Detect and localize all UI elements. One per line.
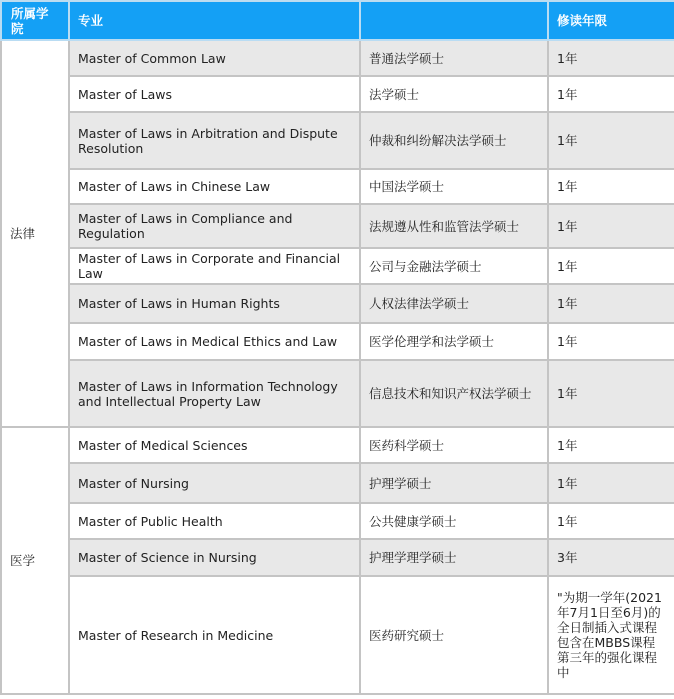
college-medicine: 医学 — [1, 427, 69, 694]
header-college: 所属学院 — [1, 1, 69, 40]
program-duration: 1年 — [548, 204, 674, 248]
table-row — [1, 40, 674, 76]
program-zh: 仲裁和纠纷解决法学硕士 — [360, 112, 548, 169]
program-en: Master of Laws in Chinese Law — [69, 169, 360, 204]
table-row — [1, 76, 674, 112]
table-row — [1, 463, 674, 503]
program-en: Master of Laws in Medical Ethics and Law — [69, 323, 360, 360]
program-zh: 医药研究硕士 — [360, 576, 548, 694]
program-en: Master of Laws in Compliance and Regulation — [69, 204, 360, 248]
program-duration: 1年 — [548, 427, 674, 463]
program-en: Master of Nursing — [69, 463, 360, 503]
program-duration: 1年 — [548, 248, 674, 284]
program-en: Master of Science in Nursing — [69, 539, 360, 576]
table-row — [1, 169, 674, 204]
program-zh: 信息技术和知识产权法学硕士 — [360, 360, 548, 427]
table-row — [1, 503, 674, 539]
table-row — [1, 284, 674, 323]
program-en: Master of Laws — [69, 76, 360, 112]
program-en: Master of Common Law — [69, 40, 360, 76]
header-program: 专业 — [69, 1, 360, 40]
program-en: Master of Laws in Human Rights — [69, 284, 360, 323]
program-duration: 1年 — [548, 284, 674, 323]
table-row — [1, 204, 674, 248]
program-zh: 护理学硕士 — [360, 463, 548, 503]
program-en: Master of Research in Medicine — [69, 576, 360, 694]
program-zh: 医学伦理学和法学硕士 — [360, 323, 548, 360]
program-duration: 1年 — [548, 463, 674, 503]
program-en: Master of Laws in Corporate and Financial Law — [69, 248, 360, 284]
table-row — [1, 427, 674, 463]
program-duration: 1年 — [548, 360, 674, 427]
program-zh: 医药科学硕士 — [360, 427, 548, 463]
table-row — [1, 323, 674, 360]
college-law: 法律 — [1, 40, 69, 427]
table-row — [1, 360, 674, 427]
program-zh: 护理学理学硕士 — [360, 539, 548, 576]
program-duration: 1年 — [548, 76, 674, 112]
program-en: Master of Public Health — [69, 503, 360, 539]
header-duration: 修读年限 — [548, 1, 674, 40]
program-zh: 中国法学硕士 — [360, 169, 548, 204]
program-duration: 1年 — [548, 323, 674, 360]
program-en: Master of Medical Sciences — [69, 427, 360, 463]
header-row — [1, 1, 674, 40]
header-chinese-name — [360, 1, 548, 40]
program-duration: 1年 — [548, 169, 674, 204]
table-row — [1, 112, 674, 169]
program-en: Master of Laws in Information Technology and Intellectual Property Law — [69, 360, 360, 427]
table-row — [1, 248, 674, 284]
program-zh: 法规遵从性和监管法学硕士 — [360, 204, 548, 248]
program-duration: 1年 — [548, 112, 674, 169]
program-duration: 1年 — [548, 503, 674, 539]
program-zh: 公司与金融法学硕士 — [360, 248, 548, 284]
program-zh: 公共健康学硕士 — [360, 503, 548, 539]
table-row — [1, 539, 674, 576]
program-zh: 法学硕士 — [360, 76, 548, 112]
program-zh: 人权法律法学硕士 — [360, 284, 548, 323]
program-zh: 普通法学硕士 — [360, 40, 548, 76]
program-en: Master of Laws in Arbitration and Dispute Resolution — [69, 112, 360, 169]
program-duration: 3年 — [548, 539, 674, 576]
table-row — [1, 576, 674, 694]
program-duration-note: "为期一学年(2021年7月1日至6月)的全日制插入式课程包含在MBBS课程第三年的强化课程中 — [548, 576, 674, 694]
program-duration: 1年 — [548, 40, 674, 76]
